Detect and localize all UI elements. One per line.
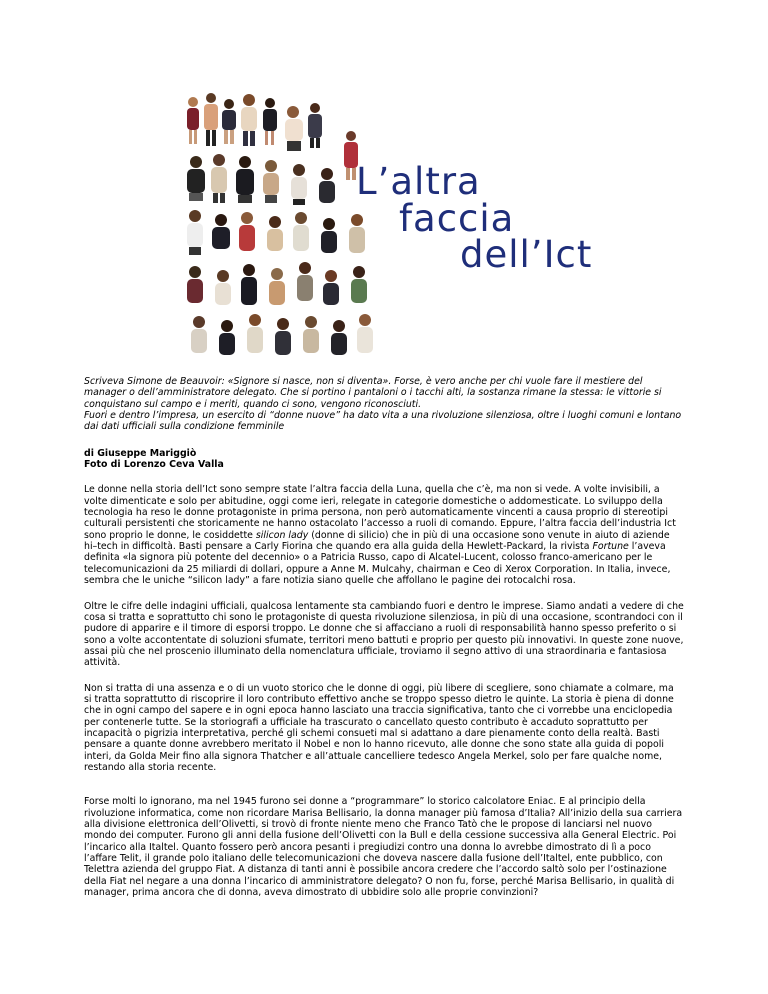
title-line-1: L’altra [356, 160, 481, 203]
p1-text-b: (donne di silicio) che in più di una occasione sono venute in aiuto di aziende hi–tech in difficoltà. Basti pensare a Carly Fiorina che quando era alla guida della Hewlett-Packard, la rivista [84, 529, 670, 553]
article-body [84, 376, 684, 912]
figure [187, 97, 199, 144]
title-line-2: faccia [399, 197, 515, 240]
intro-text-2: Fuori e dentro l’impresa, un esercito di “donne nuove” ha dato vita a una rivoluzione silenziosa, oltre i luoghi comuni e lontano dai dati ufficiali sulla condizione femminile [84, 410, 682, 433]
paragraph-1 [84, 484, 684, 586]
paragraph-3: Non si tratta di una assenza e o di un vuoto storico che le donne di oggi, più libere di scegliere, sono chiamate a colmare, ma si tratta soprattutto di riscoprire il loro contributo effettivo anche se troppo spesso dietro le quinte. La storia è piena di donne che in ogni campo del sapere e in ogni epoca hanno lasciato una traccia significativa, tanto che ci vorrebbe una enciclopedia per contenerle tutte. Se la storiografi a ufficiale ha trascurato o cancellato questo contributo è accaduto soprattutto per incapacità o pigrizia interpretativa, perché gli schemi consueti mal si adattano a dare pienamente conto della realtà. Basti pensare a quante donne avrebbero meritato il Nobel e non lo hanno ricevuto, alle donne che sono state alla guida di popoli interi, da Golda Meir fino alla signora Thatcher e all’attuale cancelliere tedesco Angela Merkel, solo per fare qualche nome, restando alla storia recente. [84, 682, 674, 773]
author: di Giuseppe Mariggiò [84, 447, 197, 459]
title-line-3: dell’Ict [460, 233, 593, 276]
p1-text-c: l’aveva definita «la signora più potente del decennio» o a Patricia Russo, capo di Alcatel-Lucent, colosso franco-americano per le telecomunicazioni da 25 miliardi di dollari, oppure a Anne M. Mulcahy, chairman e Ceo di Xerox Corporation. In Italia, invece, sembra che le uniche “silicon lady” a fare notizia siano quelle che affollano le pagine dei rotocalchi rosa. [84, 541, 671, 587]
paragraph-2: Oltre le cifre delle indagini ufficiali, qualcosa lentamente sta cambiando fuori e dentro le imprese. Siamo andati a vedere di che cosa si tratta e soprattutto chi sono le protagoniste di questa rivoluzione silenziosa, in più di una occasione, scontrandoci con il pudore di apparire e il timore di esporsi troppo. Le donne che si affacciano a ruoli di responsabilità hanno spesso preferito o si sono a volte accontentate di soluzioni sfumate, territori meno battuti e proprio per questo più innovativi. In queste zone nuove, assai più che nel proscenio illuminato della nomenclatura ufficiale, troviamo il segno attivo di una straordinaria e fantasiosa attività. [84, 600, 684, 669]
p1-text-a: Le donne nella storia dell’Ict sono sempre state l’altra faccia della Luna, quella che c’è, ma non si vede. A volte invisibili, a volte dimenticate e solo per abitudine, oggi come ieri, relegate in categorie domestiche o addomesticate. Lo sviluppo della tecnologia ha reso le donne protagoniste in prima persona, non però automaticamente vincenti a causa proprio di stereotipi culturali persistenti che storicamente ne hanno ostacolato l’accesso a ruoli di comando. Eppure, l’altra faccia dell’industria Ict sono proprio le donne, le cosiddette [84, 484, 676, 541]
intro-paragraph [84, 376, 684, 433]
p1-emphasis-fortune: Fortune [592, 541, 629, 553]
paragraph-4: Forse molti lo ignorano, ma nel 1945 furono sei donne a “programmare” lo storico calcolatore Eniac. E al principio della rivoluzione informatica, come non ricordare Marisa Bellisario, la donna manager più famosa d’Italia? All’inizio della sua carriera alla divisione elettronica dell’Olivetti, si trovò di fronte niente meno che Franco Tatò che le propose di lanciarsi nel nuovo mondo dei computer. Furono gli anni della fusione dell’Olivetti con la Bull e della cessione successiva alla General Electric. Poi l’incarico alla Italtel. Quanto fossero però ancora pesanti i pregiudizi contro una donna lo avrebbe dimostrato di lì a poco l’affare Telit, il grande polo italiano delle telecomunicazioni che doveva nascere dalla fusione dell’Italtel, ente pubblico, con Telettra azienda del gruppo Fiat. A distanza di tanti anni è possibile ancora credere che l’accordo saltò solo per l’ostinazione della Fiat nel negare a una donna l’incarico di amministratore delegato? O non fu, forse, perché Marisa Bellisario, in qualità di manager, prima ancora che di donna, aveva dimostrato di ubbidire solo alle proprie convinzioni? [84, 796, 683, 899]
p1-emphasis-silicon-lady: silicon lady [255, 529, 309, 541]
intro-text-1: Scriveva Simone de Beauvoir: «Signore si nasce, non si diventa». Forse, è vero anche per chi vuole fare il mestiere del manager o dell’amministratore delegato. Che si portino i pantaloni o i tacchi alti, la sostanza rimane la stessa: le vittorie si conquistano sul campo e i meriti, quando ci sono, vengono riconosciuti. [84, 376, 662, 410]
photo-credit: Foto di Lorenzo Ceva Valla [84, 459, 224, 471]
photo-mosaic [181, 90, 377, 360]
byline [84, 448, 684, 471]
hero-image [0, 0, 768, 372]
article-title [356, 160, 616, 276]
women-photo-collage [181, 90, 377, 360]
